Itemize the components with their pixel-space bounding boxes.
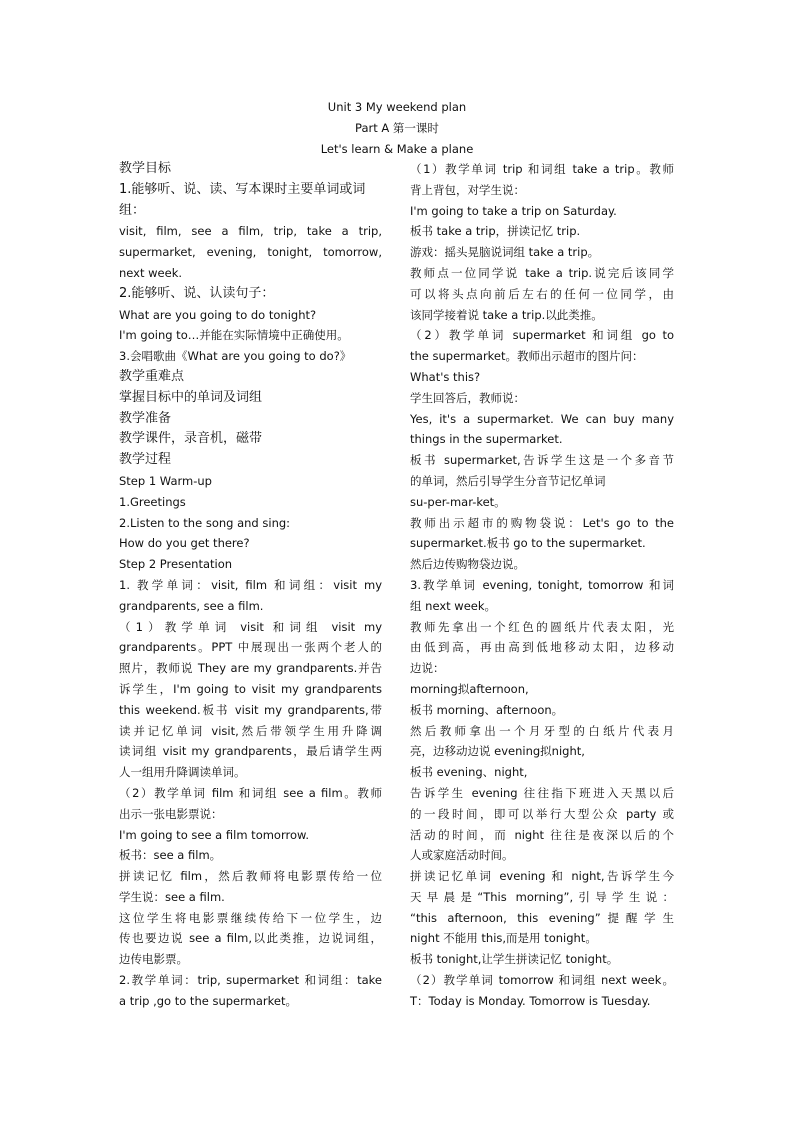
right-text-line: 教师先拿出一个红色的圆纸片代表太阳，光 (410, 619, 674, 634)
right-text-line: 亮，边移动边说 evening拟night, (410, 744, 585, 759)
right-text-line: What's this? (410, 369, 481, 384)
right-text-line: 组 next week。 (410, 598, 497, 613)
right-text-line: 学生回答后，教师说： (410, 390, 525, 405)
right-text-line: 然后边传购物袋边说。 (410, 557, 525, 572)
left-text-line: 拼读记忆 film，然后教师将电影票传给一位 (119, 869, 382, 884)
right-text-line: 教师出示超市的购物袋说：Let's go to the (410, 515, 674, 530)
left-text-line: 教学课件，录音机，磁带 (119, 431, 263, 447)
right-text-line: 3.教学单词 evening, tonight, tomorrow 和词 (410, 577, 674, 592)
left-column (119, 159, 382, 1012)
left-text-line: 教学目标 (119, 161, 172, 176)
left-text-line: What are you going to do tonight? (119, 307, 317, 322)
right-text-line: 该同学接着说 take a trip.以此类推。 (410, 307, 603, 322)
right-text-line: 然后教师拿出一个月牙型的白纸片代表月 (410, 723, 674, 738)
right-text-line: I'm going to take a trip on Saturday. (410, 203, 617, 218)
right-text-line: “this afternoon, this evening”提醒学生 (410, 910, 674, 925)
left-text-line: 板书：see a film。 (119, 848, 222, 863)
left-text-line: supermarket, evening, tonight, tomorrow, (119, 245, 382, 260)
left-text-line: this weekend.板书 visit my grandparents,带 (119, 702, 382, 717)
right-text-line: 拼读记忆单词 evening 和 night,告诉学生今 (410, 869, 674, 884)
left-text-line: 3.会唱歌曲《What are you going to do?》 (119, 349, 352, 364)
right-text-line: night 不能用 this,而是用 tonight。 (410, 931, 597, 946)
left-text-line: 2.教学单词：trip, supermarket 和词组：take (119, 973, 382, 988)
left-text-line: grandparents, see a film. (119, 598, 264, 613)
left-text-line: How do you get there? (119, 536, 250, 551)
right-text-line: 天早晨是“This morning”,引导学生说： (410, 889, 674, 904)
right-text-line: 的单词，然后引导学生分音节记忆单词 (410, 473, 606, 488)
right-text-line: 背上背包，对学生说： (410, 182, 525, 197)
left-text-line: 1.能够听、说、读、写本课时主要单词或词 (119, 181, 366, 197)
left-text-line: 出示一张电影票说： (119, 806, 223, 821)
right-text-line: 板书 tonight,让学生拼读记忆 tonight。 (410, 952, 619, 967)
left-text-line: visit, film, see a film, trip, take a trip, (119, 224, 382, 239)
left-text-line: 掌握目标中的单词及词组 (119, 389, 263, 405)
right-text-line: 活动的时间，而 night 往往是夜深以后的个 (410, 827, 674, 842)
right-text-line: 人或家庭活动时间。 (410, 848, 514, 863)
left-text-line: 教学准备 (119, 410, 172, 426)
left-text-line: 组： (119, 202, 146, 218)
left-text-line: 教学过程 (119, 452, 172, 468)
left-text-line: 学生说：see a film. (119, 889, 225, 904)
left-text-line: （1）教学单词 visit 和词组 visit my (119, 619, 382, 634)
part-title: Part A 第一课时 (355, 121, 439, 135)
right-text-line: things in the supermarket. (410, 432, 563, 447)
left-text-line: 这位学生将电影票继续传给下一位学生，边 (119, 910, 382, 925)
right-text-line: 游戏：摇头晃脑说词组 take a trip。 (410, 245, 600, 260)
right-column (410, 159, 674, 1012)
left-text-line: 读并记忆单词 visit,然后带领学生用升降调 (119, 723, 382, 738)
left-text-line: 1. 教学单词：visit, film 和词组：visit my (119, 577, 382, 592)
left-text-line: 教学重难点 (119, 368, 185, 384)
right-text-line: morning拟afternoon, (410, 681, 529, 696)
left-text-line: 2.能够听、说、认读句子： (119, 285, 275, 301)
right-text-line: （2）教学单词 tomorrow 和词组 next week。 (410, 973, 674, 988)
left-text-line: I'm going to see a film tomorrow. (119, 827, 310, 842)
document-header (0, 97, 794, 160)
right-text-line: su-per-mar-ket。 (410, 494, 506, 509)
right-text-line: 由低到高，再由高到低地移动太阳，边移动 (410, 640, 674, 655)
left-text-line: 诉学生，I'm going to visit my grandparents (119, 681, 382, 696)
left-text-line: 照片，教师说 They are my grandparents.并告 (119, 661, 382, 676)
left-text-line: 传也要边说 see a film,以此类推，边说词组， (119, 931, 382, 946)
right-text-line: 板书 take a trip，拼读记忆 trip. (410, 224, 581, 239)
right-text-line: （1）教学单词 trip 和词组 take a trip。教师 (410, 162, 674, 176)
right-text-line: 板书 evening、night, (410, 765, 528, 780)
right-text-line: 告诉学生 evening 往往指下班进入天黑以后 (410, 785, 674, 800)
right-text-line: T：Today is Monday. Tomorrow is Tuesday. (410, 993, 651, 1008)
left-text-line: 2.Listen to the song and sing: (119, 515, 291, 530)
left-text-line: 人一组用升降调读单词。 (119, 765, 246, 780)
left-text-line: a trip ,go to the supermarket。 (119, 993, 297, 1008)
left-text-line: next week. (119, 265, 183, 280)
right-text-line: 板书 supermarket,告诉学生这是一个多音节 (410, 453, 674, 468)
left-text-line: （2）教学单词 film 和词组 see a film。教师 (119, 785, 382, 800)
left-text-line: Step 2 Presentation (119, 557, 233, 572)
left-text-line: grandparents。PPT 中展现出一张两个老人的 (119, 640, 382, 655)
right-text-line: 边说： (410, 661, 445, 676)
left-text-line: 读词组 visit my grandparents，最后请学生两 (119, 744, 382, 759)
right-text-line: supermarket.板书 go to the supermarket. (410, 536, 646, 551)
right-text-line: （2）教学单词 supermarket 和词组 go to (410, 328, 674, 343)
left-text-line: Step 1 Warm-up (119, 473, 212, 488)
right-text-line: 可以将头点向前后左右的任何一位同学，由 (410, 286, 674, 301)
lesson-title: Let's learn & Make a plane (320, 142, 474, 156)
right-text-line: the supermarket。教师出示超市的图片问： (410, 349, 644, 364)
left-text-line: 边传电影票。 (119, 952, 188, 967)
left-text-line: I'm going to…并能在实际情境中正确使用。 (119, 328, 349, 343)
right-text-line: 教师点一位同学说 take a trip.说完后该同学 (410, 265, 674, 280)
right-text-line: 的一段时间，即可以举行大型公众 party 或 (410, 806, 674, 821)
unit-title: Unit 3 My weekend plan (327, 100, 467, 114)
right-text-line: 板书 morning、afternoon。 (410, 702, 564, 717)
left-text-line: 1.Greetings (119, 494, 186, 509)
right-text-line: Yes, it's a supermarket. We can buy many (410, 411, 674, 426)
